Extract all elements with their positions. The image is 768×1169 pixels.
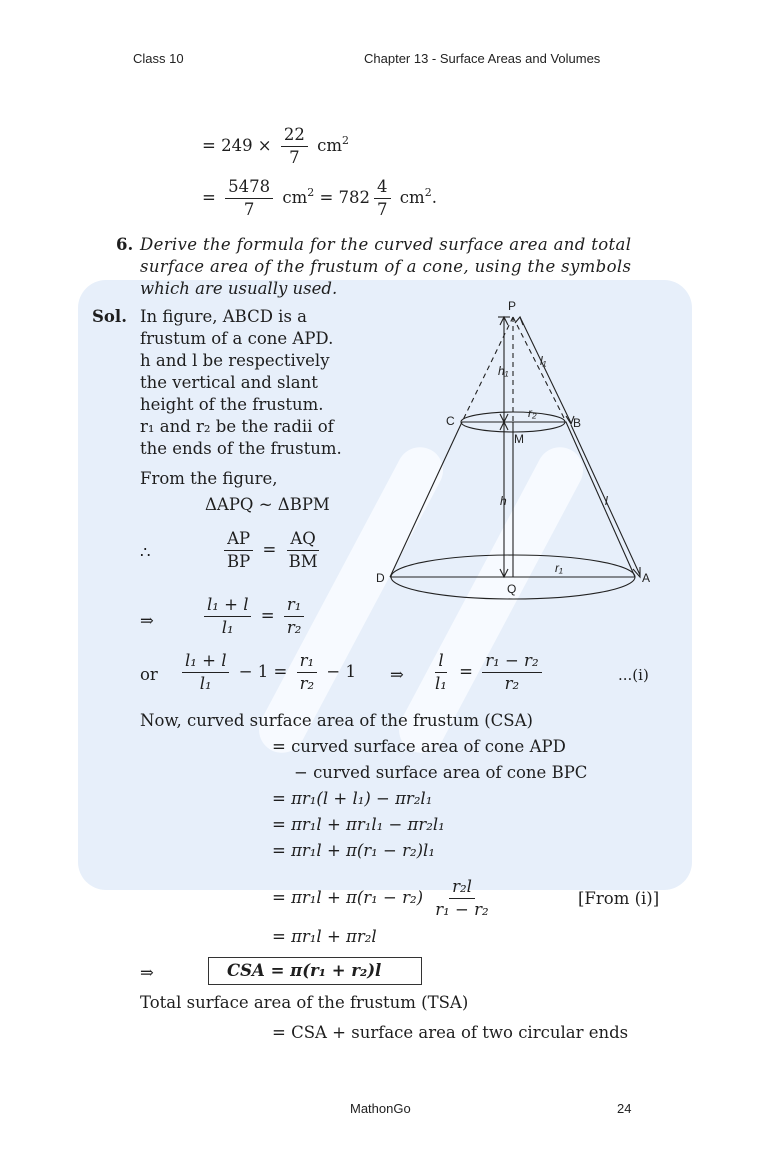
numerator: l₁ + l bbox=[204, 594, 251, 617]
exponent: 2 bbox=[342, 134, 350, 147]
period: . bbox=[431, 188, 437, 207]
csa-line-5: = πr₁l + π(r₁ − r₂)l₁ bbox=[272, 841, 435, 860]
label-C: C bbox=[446, 414, 455, 428]
exponent: 2 bbox=[307, 186, 315, 199]
label-h1: h₁ bbox=[498, 364, 509, 378]
implies-symbol-3: ⇒ bbox=[140, 963, 154, 982]
from-i-reference: [From (i)] bbox=[578, 889, 660, 908]
denominator: BM bbox=[288, 552, 318, 571]
prev-line-2 bbox=[202, 176, 437, 221]
csa-line-4: = πr₁l + πr₁l₁ − πr₂l₁ bbox=[272, 815, 445, 834]
fraction bbox=[432, 650, 450, 695]
numerator: AQ bbox=[287, 528, 318, 551]
therefore-symbol: ∴ bbox=[140, 543, 151, 562]
label-r1: r₁ bbox=[555, 561, 563, 575]
denominator: 7 bbox=[289, 148, 300, 167]
csa-line-2: − curved surface area of cone BPC bbox=[294, 763, 588, 782]
prev-line2-prefix: = bbox=[202, 188, 216, 207]
tsa-line: = CSA + surface area of two circular ends bbox=[272, 1023, 629, 1042]
or-word: or bbox=[140, 665, 158, 684]
numerator: 22 bbox=[281, 124, 308, 147]
numerator: r₁ − r₂ bbox=[482, 650, 541, 673]
exponent: 2 bbox=[424, 186, 432, 199]
denominator: BP bbox=[227, 552, 251, 571]
csa-intro: Now, curved surface area of the frustum (CSA) bbox=[140, 711, 533, 730]
fraction bbox=[374, 176, 391, 221]
intro-line: In figure, ABCD is a bbox=[140, 307, 307, 326]
fraction bbox=[432, 876, 491, 921]
intro-line: height of the frustum. bbox=[140, 395, 324, 414]
csa-result-box: CSA = π(r₁ + r₂)l bbox=[208, 957, 422, 985]
denominator: l₁ bbox=[221, 618, 234, 637]
intro-line: the vertical and slant bbox=[140, 373, 318, 392]
equals: = bbox=[262, 540, 277, 559]
intro-line: h and l be respectively bbox=[140, 351, 330, 370]
ratio-equation bbox=[220, 528, 325, 573]
denominator: l₁ bbox=[435, 674, 447, 693]
numerator: 4 bbox=[374, 176, 391, 199]
csa-line-3: = πr₁(l + l₁) − πr₂l₁ bbox=[272, 789, 433, 808]
implies-symbol-2: ⇒ bbox=[390, 665, 404, 684]
fraction bbox=[204, 594, 251, 639]
label-l1: l₁ bbox=[540, 354, 547, 368]
denominator: r₂ bbox=[286, 618, 302, 637]
similarity-statement: ΔAPQ ~ ΔBPM bbox=[205, 495, 330, 514]
tsa-intro: Total surface area of the frustum (TSA) bbox=[140, 993, 469, 1012]
denominator: r₂ bbox=[299, 674, 315, 693]
unit: cm bbox=[399, 188, 425, 207]
question-text-line-2: surface area of the frustum of a cone, using the symbols bbox=[140, 257, 632, 276]
numerator: l bbox=[435, 650, 446, 673]
header-class: Class 10 bbox=[133, 51, 184, 66]
label-D: D bbox=[376, 571, 385, 585]
denominator: r₁ − r₂ bbox=[435, 900, 489, 919]
label-r2: r₂ bbox=[528, 406, 537, 420]
equation-tag: ...(i) bbox=[618, 666, 649, 684]
label-M: M bbox=[514, 432, 524, 446]
page-number: 24 bbox=[617, 1101, 632, 1116]
prev-line-1 bbox=[202, 124, 349, 169]
fraction bbox=[286, 528, 321, 573]
equation-i bbox=[428, 650, 546, 695]
equals: = bbox=[459, 662, 473, 681]
solution-intro bbox=[140, 306, 342, 460]
fraction bbox=[182, 650, 229, 695]
step3-equation bbox=[178, 650, 356, 695]
label-l: l bbox=[605, 494, 608, 508]
csa-simplified: = πr₁l + πr₂l bbox=[272, 927, 377, 946]
question-text-line-3: which are usually used. bbox=[140, 279, 338, 298]
label-Q: Q bbox=[507, 582, 517, 596]
fraction bbox=[281, 124, 308, 169]
numerator: AP bbox=[224, 528, 253, 551]
step2-equation bbox=[200, 594, 308, 639]
equals: = bbox=[260, 606, 275, 625]
fraction bbox=[284, 594, 305, 639]
intro-line: the ends of the frustum. bbox=[140, 439, 342, 458]
minus-one-equals: − 1 = bbox=[238, 662, 288, 681]
numerator: l₁ + l bbox=[182, 650, 229, 673]
denominator: 7 bbox=[377, 200, 388, 219]
question-number: 6. bbox=[116, 235, 134, 254]
intro-line: frustum of a cone APD. bbox=[140, 329, 334, 348]
label-B: B bbox=[573, 416, 582, 430]
label-h: h bbox=[500, 494, 507, 508]
intro-line: r₁ and r₂ be the radii of bbox=[140, 417, 334, 436]
unit: cm bbox=[317, 136, 343, 155]
fraction bbox=[482, 650, 541, 695]
frustum-diagram bbox=[370, 295, 670, 605]
csa-substitution bbox=[272, 876, 496, 921]
numerator: r₂l bbox=[449, 876, 475, 899]
denominator: l₁ bbox=[199, 674, 212, 693]
csa-sub-prefix: = πr₁l + π(r₁ − r₂) bbox=[272, 888, 424, 907]
label-A: A bbox=[642, 571, 651, 585]
question-text-line-1: Derive the formula for the curved surface area and total bbox=[140, 235, 632, 254]
unit: cm bbox=[282, 188, 308, 207]
footer-brand: MathonGo bbox=[350, 1101, 411, 1116]
denominator: 7 bbox=[243, 200, 255, 219]
from-figure: From the figure, bbox=[140, 469, 278, 488]
fraction bbox=[224, 528, 253, 573]
numerator: r₁ bbox=[284, 594, 305, 617]
minus-one: − 1 bbox=[326, 662, 356, 681]
label-P: P bbox=[508, 299, 517, 313]
solution-label: Sol. bbox=[92, 307, 127, 326]
csa-line-1: = curved surface area of cone APD bbox=[272, 737, 566, 756]
denominator: r₂ bbox=[504, 674, 520, 693]
implies-symbol: ⇒ bbox=[140, 611, 154, 630]
prev-line1-prefix: = 249 × bbox=[202, 136, 272, 155]
numerator: r₁ bbox=[297, 650, 318, 673]
numerator: 5478 bbox=[225, 176, 273, 199]
mixed-whole: = 782 bbox=[319, 188, 371, 207]
fraction bbox=[297, 650, 318, 695]
header-chapter: Chapter 13 - Surface Areas and Volumes bbox=[364, 51, 601, 66]
fraction bbox=[225, 176, 273, 221]
